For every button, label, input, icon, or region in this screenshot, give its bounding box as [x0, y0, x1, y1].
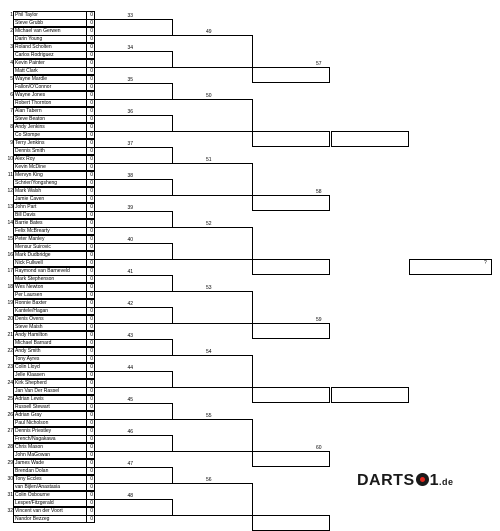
player-score: 0 [90, 396, 93, 402]
player-name: Tony Ayres [15, 356, 40, 362]
player-score: 0 [90, 68, 93, 74]
result-box [252, 131, 330, 147]
bracket-line [95, 51, 172, 52]
match-number: 54 [206, 349, 212, 355]
player-score: 0 [90, 436, 93, 442]
bracket-line [172, 83, 173, 100]
player-score: 0 [90, 204, 93, 210]
player-name: Andy Hamilton [15, 332, 48, 338]
player-score: 0 [90, 388, 93, 394]
bracket-line [252, 227, 253, 260]
player-name: Brendan Dolan [15, 468, 49, 474]
match-number: 36 [127, 109, 134, 115]
bracket-line [95, 419, 172, 420]
player-score: 0 [90, 116, 93, 122]
player-name: Alex Roy [15, 156, 36, 162]
player-name: John MaGowan [15, 452, 51, 458]
match-number: 2 [10, 28, 13, 34]
player-score: 0 [90, 308, 93, 314]
player-score: 0 [90, 348, 93, 354]
bracket-line [95, 323, 172, 324]
match-number: 27 [7, 428, 13, 434]
player-score: 0 [90, 84, 93, 90]
match-number: 26 [7, 412, 13, 418]
player-name: Steve Grubb [15, 20, 44, 26]
player-score: 0 [90, 148, 93, 154]
player-name: Darin Young [15, 36, 43, 42]
match-number: 7 [10, 108, 13, 114]
player-score: 0 [90, 252, 93, 258]
player-score: 0 [90, 508, 93, 514]
player-name: Ronnie Baxter [15, 300, 47, 306]
player-name: Mark Stephenson [15, 276, 55, 282]
player-name: Wayne Mardle [15, 76, 48, 82]
bracket-line [95, 387, 172, 388]
bracket-line [172, 275, 173, 292]
match-number: 47 [127, 461, 134, 467]
player-score: 0 [90, 428, 93, 434]
bracket-line [172, 227, 252, 228]
bracket-line [252, 99, 253, 132]
player-name: Terry Jenkins [15, 140, 45, 146]
bracket-line [172, 179, 173, 196]
bracket-line [172, 243, 173, 260]
player-score: 0 [90, 92, 93, 98]
player-score: 0 [90, 356, 93, 362]
player-name: John Part [15, 204, 37, 210]
bracket-line [252, 163, 253, 196]
result-box [252, 67, 330, 83]
bracket-line [252, 419, 253, 452]
player-name: Dennis Smith [15, 148, 45, 154]
match-number: 37 [127, 141, 134, 147]
player-name: Mark Dudbridge [15, 252, 51, 258]
bracket-line [172, 387, 252, 388]
player-name: Carlos Rodriguez [15, 52, 54, 58]
player-score: 0 [90, 172, 93, 178]
match-number: 21 [7, 332, 13, 338]
bracket-line [95, 451, 172, 452]
match-number: 10 [7, 156, 13, 162]
dartboard-logo-icon [416, 473, 429, 486]
player-score: 0 [90, 20, 93, 26]
match-number: 49 [206, 29, 212, 35]
bracket-line [95, 147, 172, 148]
darts1-logo [357, 472, 454, 490]
bracket-line [252, 483, 253, 516]
bracket-line [95, 19, 172, 20]
player-name: Chris Mason [15, 444, 44, 450]
match-number: 42 [127, 301, 134, 307]
player-name: Lesper/Fitzgerald [15, 500, 54, 506]
match-number: 59 [316, 317, 322, 323]
bracket-line [95, 259, 172, 260]
semifinal-box [331, 387, 409, 403]
match-number: 31 [7, 492, 13, 498]
player-score: 0 [90, 52, 93, 58]
match-number: 30 [7, 476, 13, 482]
match-number: 6 [10, 92, 13, 98]
bracket-line [95, 115, 172, 116]
match-number: 45 [127, 397, 134, 403]
bracket-line [172, 307, 173, 324]
player-score: 0 [90, 140, 93, 146]
player-score: 0 [90, 164, 93, 170]
match-number: 3 [10, 44, 13, 50]
match-number: 1 [10, 12, 13, 18]
bracket-line [172, 371, 173, 388]
bracket-line [172, 51, 173, 68]
logo-text: DARTS [357, 472, 415, 489]
player-name: Robert Thornton [15, 100, 52, 106]
logo-number: 1 [429, 472, 440, 489]
match-number: 4 [10, 60, 13, 66]
player-score: 0 [90, 380, 93, 386]
match-number: 11 [7, 172, 13, 178]
bracket-line [95, 435, 172, 436]
bracket-line [172, 451, 252, 452]
player-name: Nandor Bezzeg [15, 516, 50, 522]
match-number: 18 [7, 284, 13, 290]
player-name: Andy Jenkins [15, 124, 45, 130]
player-score: 0 [90, 28, 93, 34]
player-score: 0 [90, 492, 93, 498]
player-score: 0 [90, 300, 93, 306]
match-number: 58 [316, 189, 322, 195]
bracket-line [95, 163, 172, 164]
match-number: 29 [7, 460, 13, 466]
match-number: 19 [7, 300, 13, 306]
result-box [252, 195, 330, 211]
match-number: 8 [10, 124, 13, 130]
semifinal-box [331, 131, 409, 147]
bracket-line [95, 499, 172, 500]
bracket-line [95, 35, 172, 36]
player-score: 0 [90, 340, 93, 346]
bracket-line [172, 211, 173, 228]
bracket-line [172, 323, 252, 324]
player-name: Kevin Painter [15, 60, 45, 66]
bracket-line [172, 195, 252, 196]
player-score: 0 [90, 124, 93, 130]
match-number: 33 [127, 13, 134, 19]
player-name: Nick Fullwell [15, 260, 43, 266]
match-number: 55 [206, 413, 212, 419]
player-name: Andy Smith [15, 348, 41, 354]
player-score: 0 [90, 412, 93, 418]
player-name: Wayne Jones [15, 92, 46, 98]
bracket-line [95, 195, 172, 196]
player-name: Michael van Gerwen [15, 28, 61, 34]
match-number: 24 [7, 380, 13, 386]
player-name: Steve Maish [15, 324, 43, 330]
bracket-line [172, 163, 252, 164]
player-name: Raymond van Barneveld [15, 268, 70, 274]
player-name: Roland Scholten [15, 44, 52, 50]
player-score: 0 [90, 516, 93, 522]
bracket-line [172, 467, 173, 484]
player-name: Mensur Suirovic [15, 244, 51, 250]
bracket-line [95, 99, 172, 100]
player-name: Steve Beaton [15, 116, 46, 122]
player-name: Mark Walsh [15, 188, 42, 194]
player-score: 0 [90, 404, 93, 410]
player-name: Denis Ovens [15, 316, 44, 322]
player-name: Tony Eccles [15, 476, 42, 482]
bracket-line [95, 227, 172, 228]
match-number: 15 [7, 236, 13, 242]
bracket-line [95, 243, 172, 244]
player-name: Colin Lloyd [15, 364, 40, 370]
player-name: Schrier/Yongsheng [15, 180, 58, 186]
player-name: Jan Van Der Rassel [15, 388, 60, 394]
player-name: Russell Stewart [15, 404, 50, 410]
match-number: 41 [127, 269, 134, 275]
player-score: 0 [90, 132, 93, 138]
match-number: 13 [7, 204, 13, 210]
player-score: 0 [90, 180, 93, 186]
bracket-line [95, 483, 172, 484]
player-score: 0 [90, 108, 93, 114]
match-number: 23 [7, 364, 13, 370]
player-score: 0 [90, 244, 93, 250]
player-name: Mervyn King [15, 172, 43, 178]
player-score: 0 [90, 476, 93, 482]
player-name: Alan Tabern [15, 108, 42, 114]
player-name: Peter Manley [15, 236, 45, 242]
bracket-line [172, 99, 252, 100]
player-name: Matt Clark [15, 68, 38, 74]
player-name: Co Stompe [15, 132, 41, 138]
player-score: 0 [90, 452, 93, 458]
player-score: 0 [90, 220, 93, 226]
player-score: 0 [90, 12, 93, 18]
player-name: Felix McBrearty [15, 228, 50, 234]
bracket-line [172, 291, 252, 292]
match-number: 43 [127, 333, 134, 339]
match-number: 48 [127, 493, 134, 499]
final-label: ? [484, 260, 487, 266]
match-number: 57 [316, 61, 322, 67]
player-name: Per Laursen [15, 292, 43, 298]
player-name: Kantele/Hagan [15, 308, 49, 314]
player-score: 0 [90, 332, 93, 338]
match-number: 12 [7, 188, 13, 194]
player-score: 0 [90, 228, 93, 234]
bracket-line [95, 67, 172, 68]
player-name: van Bijlen/Anastasia [15, 484, 61, 490]
bracket-line [95, 83, 172, 84]
bracket-line [172, 355, 252, 356]
match-number: 56 [206, 477, 212, 483]
player-score: 0 [90, 212, 93, 218]
player-score: 0 [90, 100, 93, 106]
bracket-line [172, 19, 173, 36]
player-name: Adrian Gray [15, 412, 42, 418]
player-score: 0 [90, 484, 93, 490]
player-score: 0 [90, 156, 93, 162]
result-box [252, 451, 330, 467]
bracket-line [172, 419, 252, 420]
player-name: Colin Osbourne [15, 492, 50, 498]
bracket-line [95, 355, 172, 356]
player-name: Adrian Lewis [15, 396, 44, 402]
match-number: 32 [7, 508, 13, 514]
bracket-line [172, 339, 173, 356]
bracket-line [172, 131, 252, 132]
bracket-line [95, 403, 172, 404]
match-number: 16 [7, 252, 13, 258]
player-score: 0 [90, 44, 93, 50]
bracket-line [95, 339, 172, 340]
match-number: 5 [10, 76, 13, 82]
player-score: 0 [90, 188, 93, 194]
bracket-line [252, 291, 253, 324]
player-name: Phil Taylor [15, 12, 38, 18]
player-score: 0 [90, 460, 93, 466]
bracket-line [172, 35, 252, 36]
player-score: 0 [90, 468, 93, 474]
match-number: 46 [127, 429, 134, 435]
bracket-line [95, 467, 172, 468]
player-score: 0 [90, 324, 93, 330]
bracket-line [252, 355, 253, 388]
player-score: 0 [90, 420, 93, 426]
match-number: 51 [206, 157, 212, 163]
match-number: 52 [206, 221, 212, 227]
player-name: Paul Nicholson [15, 420, 49, 426]
match-number: 39 [127, 205, 134, 211]
player-name: Barrie Bates [15, 220, 43, 226]
result-box [252, 259, 330, 275]
bracket-line [172, 67, 252, 68]
bracket-line [172, 259, 252, 260]
result-box [252, 387, 330, 403]
player-name: James Wade [15, 460, 44, 466]
player-name: French/Nagakawa [15, 436, 56, 442]
match-number: 28 [7, 444, 13, 450]
match-number: 40 [127, 237, 134, 243]
player-score: 0 [90, 260, 93, 266]
logo-tld: .de [439, 477, 454, 487]
bracket-line [172, 499, 173, 516]
player-name: Jelle Klaasen [15, 372, 45, 378]
bracket-line [95, 211, 172, 212]
final-box [409, 259, 492, 275]
match-number: 53 [206, 285, 212, 291]
match-number: 50 [206, 93, 212, 99]
player-score: 0 [90, 500, 93, 506]
bracket-line [95, 371, 172, 372]
player-score: 0 [90, 316, 93, 322]
player-name: Wes Newton [15, 284, 44, 290]
player-name: Michael Barnard [15, 340, 52, 346]
bracket-line [172, 515, 252, 516]
player-name: Kevin McDine [15, 164, 46, 170]
match-number: 17 [7, 268, 13, 274]
player-score: 0 [90, 284, 93, 290]
match-number: 14 [7, 220, 13, 226]
match-number: 22 [7, 348, 13, 354]
player-score: 0 [90, 276, 93, 282]
match-number: 34 [127, 45, 134, 51]
player-score: 0 [90, 444, 93, 450]
player-score: 0 [90, 268, 93, 274]
bracket-line [95, 275, 172, 276]
bracket-line [95, 291, 172, 292]
bracket-line [95, 131, 172, 132]
player-score: 0 [90, 36, 93, 42]
player-name: Kirk Shepherd [15, 380, 47, 386]
match-number: 25 [7, 396, 13, 402]
bracket-line [95, 179, 172, 180]
player-score: 0 [90, 76, 93, 82]
bracket-line [172, 483, 252, 484]
bracket-line [252, 35, 253, 68]
bracket-line [172, 115, 173, 132]
player-score: 0 [90, 292, 93, 298]
bracket-line [172, 403, 173, 420]
player-score: 0 [90, 372, 93, 378]
match-number: 20 [7, 316, 13, 322]
bracket-line [95, 307, 172, 308]
player-name: Bill Davis [15, 212, 36, 218]
match-number: 9 [10, 140, 13, 146]
bracket-line [172, 435, 173, 452]
player-score: 0 [90, 196, 93, 202]
player-score: 0 [90, 236, 93, 242]
player-name: Dennis Priestley [15, 428, 52, 434]
player-score: 0 [90, 60, 93, 66]
player-score: 0 [90, 364, 93, 370]
bracket-line [95, 515, 172, 516]
player-name: Vincent van der Voort [15, 508, 63, 514]
match-number: 35 [127, 77, 134, 83]
match-number: 44 [127, 365, 134, 371]
bracket-line [172, 147, 173, 164]
match-number: 60 [316, 445, 322, 451]
result-box [252, 323, 330, 339]
player-name: Fallon/O'Connor [15, 84, 52, 90]
match-number: 38 [127, 173, 134, 179]
player-name: Jamie Caven [15, 196, 45, 202]
